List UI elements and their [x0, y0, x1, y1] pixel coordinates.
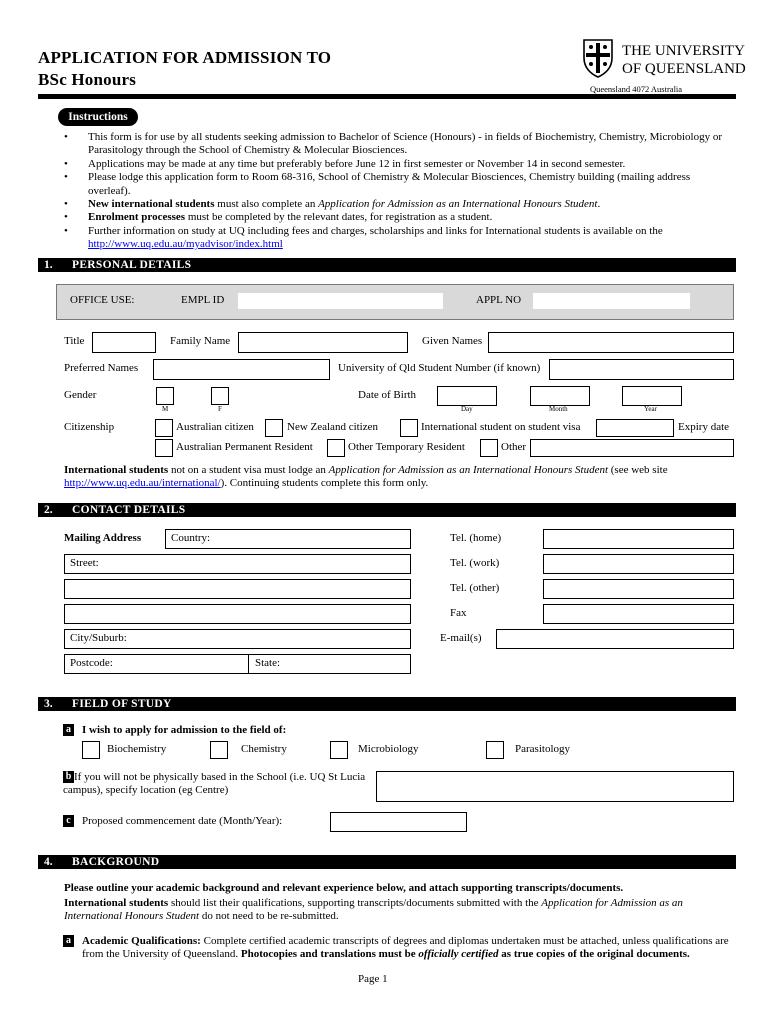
preferred-names-label: Preferred Names [64, 362, 139, 374]
instruction-item [64, 198, 734, 211]
tel-home-field[interactable] [543, 529, 734, 549]
background-outline-text: Please outline your academic background and relevant experience below, and attach supporting transcripts/documents. [64, 882, 624, 894]
intl-note-text: (see web site [608, 464, 668, 476]
australian-citizen-checkbox[interactable] [155, 419, 173, 437]
university-name [622, 42, 746, 78]
form-title-line2: BSc Honours [38, 70, 137, 89]
mailing-address-label: Mailing Address [64, 532, 142, 544]
section-field-of-study [38, 697, 736, 711]
empl-id-label: EMPL ID [181, 294, 225, 306]
family-name-field[interactable] [238, 332, 408, 353]
instruction-bold: New international students [88, 198, 215, 211]
instruction-bold: Enrolment processes [88, 211, 186, 224]
dob-year-field[interactable] [622, 386, 682, 406]
section-title: BACKGROUND [72, 856, 160, 868]
form-title-line1: APPLICATION FOR ADMISSION TO [38, 48, 332, 67]
aq-bold: as true copies of the original documents. [498, 948, 690, 961]
intl-student-visa-checkbox[interactable] [400, 419, 418, 437]
tel-work-label: Tel. (work) [450, 557, 500, 569]
dob-day-label: Day [461, 405, 473, 413]
other-temp-resident-label: Other Temporary Resident [348, 441, 465, 453]
state-label: State: [255, 657, 281, 669]
location-label-line2: campus), specify location (eg Centre) [63, 784, 229, 796]
given-names-label: Given Names [422, 335, 483, 347]
dob-month-field[interactable] [530, 386, 590, 406]
microbiology-checkbox[interactable] [330, 741, 348, 759]
country-label: Country: [171, 532, 211, 544]
instruction-item [64, 225, 734, 252]
family-name-label: Family Name [170, 335, 231, 347]
section-number: 3. [44, 698, 53, 710]
chemistry-label: Chemistry [241, 743, 287, 755]
item-b-badge: b [63, 771, 74, 783]
background-intl-text [64, 897, 736, 924]
city-suburb-label: City/Suburb: [70, 632, 127, 644]
section-title: CONTACT DETAILS [72, 504, 186, 516]
intl-note-bold: International students [64, 464, 169, 476]
aq-bold: Academic Qualifications: [82, 935, 201, 947]
nz-citizen-checkbox[interactable] [265, 419, 283, 437]
section-background [38, 855, 736, 869]
title-label: Title [64, 335, 85, 347]
location-label-line1: If you will not be physically based in the School (i.e. UQ St Lucia [74, 771, 366, 783]
intl-text: should list their qualifications, supporting transcripts/documents submitted with the [168, 897, 542, 909]
gender-m-label: M [162, 405, 169, 413]
item-a-badge: a [63, 724, 74, 736]
instructions-label: Instructions [58, 108, 138, 126]
expiry-date-label: Expiry date [678, 421, 730, 433]
aus-permanent-resident-label: Australian Permanent Resident [176, 441, 313, 453]
email-field[interactable] [496, 629, 734, 649]
australian-citizen-label: Australian citizen [176, 421, 254, 433]
preferred-names-field[interactable] [153, 359, 330, 380]
form-title [38, 48, 331, 90]
dob-label: Date of Birth [358, 389, 417, 401]
street-label: Street: [70, 557, 99, 569]
intl-note-text: ). Continuing students complete this form only. [220, 477, 429, 490]
biochemistry-checkbox[interactable] [82, 741, 100, 759]
university-name-line1: THE UNIVERSITY [622, 43, 745, 59]
aus-permanent-resident-checkbox[interactable] [155, 439, 173, 457]
uq-student-number-field[interactable] [549, 359, 734, 380]
instruction-item [64, 211, 734, 224]
intl-student-note [64, 464, 736, 491]
myadvisor-link[interactable]: http://www.uq.edu.au/myadvisor/index.html [88, 238, 283, 251]
field-apply-label: I wish to apply for admission to the field of: [82, 724, 287, 736]
dob-month-label: Month [549, 405, 568, 413]
other-citizenship-label: Other [501, 441, 527, 453]
visa-expiry-field[interactable] [596, 419, 674, 437]
section-number: 1. [44, 259, 53, 271]
email-label: E-mail(s) [440, 632, 482, 644]
instruction-text: . [597, 198, 601, 211]
gender-f-checkbox[interactable] [211, 387, 229, 405]
intl-italic: Application for Admission as an International Honours Student [64, 897, 683, 923]
tel-other-label: Tel. (other) [450, 582, 500, 594]
item-c-badge: c [63, 815, 74, 827]
university-address: Queensland 4072 Australia [590, 84, 683, 94]
international-link[interactable]: http://www.uq.edu.au/international/ [64, 477, 221, 490]
section-number: 4. [44, 856, 53, 868]
gender-m-checkbox[interactable] [156, 387, 174, 405]
section-title: PERSONAL DETAILS [72, 259, 192, 271]
gender-f-label: F [218, 405, 222, 413]
chemistry-checkbox[interactable] [210, 741, 228, 759]
appl-no-label: APPL NO [476, 294, 522, 306]
instructions-list [64, 131, 734, 252]
empl-id-field[interactable] [238, 293, 443, 309]
university-name-line2: OF QUEENSLAND [622, 61, 746, 77]
other-citizenship-checkbox[interactable] [480, 439, 498, 457]
commencement-date-label: Proposed commencement date (Month/Year): [82, 815, 283, 827]
section-contact-details [38, 503, 736, 517]
intl-bold: International students [64, 897, 169, 909]
fax-label: Fax [450, 607, 467, 619]
page-number: Page 1 [358, 973, 388, 985]
intl-note-italic: Application for Admission as an International Honours Student [328, 464, 609, 476]
intl-student-visa-label: International student on student visa [421, 421, 581, 433]
biochemistry-label: Biochemistry [107, 743, 167, 755]
location-field[interactable] [376, 771, 734, 802]
title-field[interactable] [92, 332, 156, 353]
uq-student-number-label: University of Qld Student Number (if known) [338, 362, 541, 374]
instruction-item: • This form is for use by all students seeking admission to Bachelor of Science (Honours) - in fields of Biochemistry, Chemistry, Microbiology or Parasitology through the School of Chemistry & Molecular Biosciences. [64, 131, 734, 158]
intl-text: do not need to be re-submitted. [199, 910, 339, 923]
section-number: 2. [44, 504, 53, 516]
other-temp-resident-checkbox[interactable] [327, 439, 345, 457]
tel-other-field[interactable] [543, 579, 734, 599]
instruction-text: must also complete an [214, 198, 319, 211]
street-field-1[interactable] [64, 554, 411, 574]
location-label [74, 771, 365, 784]
intl-note-text: not on a student visa must lodge an [168, 464, 329, 476]
dob-year-label: Year [644, 405, 657, 413]
tel-home-label: Tel. (home) [450, 532, 502, 544]
tel-work-field[interactable] [543, 554, 734, 574]
citizenship-label: Citizenship [64, 421, 115, 433]
instruction-text: must be completed by the relevant dates, for registration as a student. [185, 211, 493, 224]
appl-no-field[interactable] [533, 293, 690, 309]
dob-day-field[interactable] [437, 386, 497, 406]
instruction-item: • Applications may be made at any time but preferably before June 12 in first semester or November 14 in second semester. [64, 158, 734, 171]
section-title: FIELD OF STUDY [72, 698, 172, 710]
gender-label: Gender [64, 389, 97, 401]
office-use-label: OFFICE USE: [70, 294, 135, 306]
item-a-badge: a [63, 935, 74, 947]
instruction-text: Further information on study at UQ including fees and charges, scholarships and links for International students is available on the [88, 224, 663, 237]
instruction-italic: Application for Admission as an International Honours Student [318, 198, 598, 211]
fax-field[interactable] [543, 604, 734, 624]
given-names-field[interactable] [488, 332, 734, 353]
parasitology-checkbox[interactable] [486, 741, 504, 759]
instruction-item: • Please lodge this application form to Room 68-316, School of Chemistry & Molecular Biosciences, Chemistry building (mailing address overleaf). [64, 171, 734, 198]
commencement-date-field[interactable] [330, 812, 467, 832]
university-crest-icon [581, 38, 615, 78]
postcode-label: Postcode: [70, 657, 113, 669]
aq-bold: Photocopies and translations must be [240, 948, 419, 961]
nz-citizen-label: New Zealand citizen [287, 421, 379, 433]
street-field-3[interactable] [64, 604, 411, 624]
microbiology-label: Microbiology [358, 743, 419, 755]
street-field-2[interactable] [64, 579, 411, 599]
section-personal-details [38, 258, 736, 272]
parasitology-label: Parasitology [515, 743, 570, 755]
aq-bold-italic: officially certified [418, 948, 499, 961]
aq-text: Complete certified academic transcripts of degrees and diplomas undertaken must be attached, unless qualifications are from the University of Queensland. [82, 935, 729, 961]
academic-qualifications-text [82, 935, 736, 962]
header-rule [38, 94, 736, 99]
other-citizenship-field[interactable] [530, 439, 734, 457]
